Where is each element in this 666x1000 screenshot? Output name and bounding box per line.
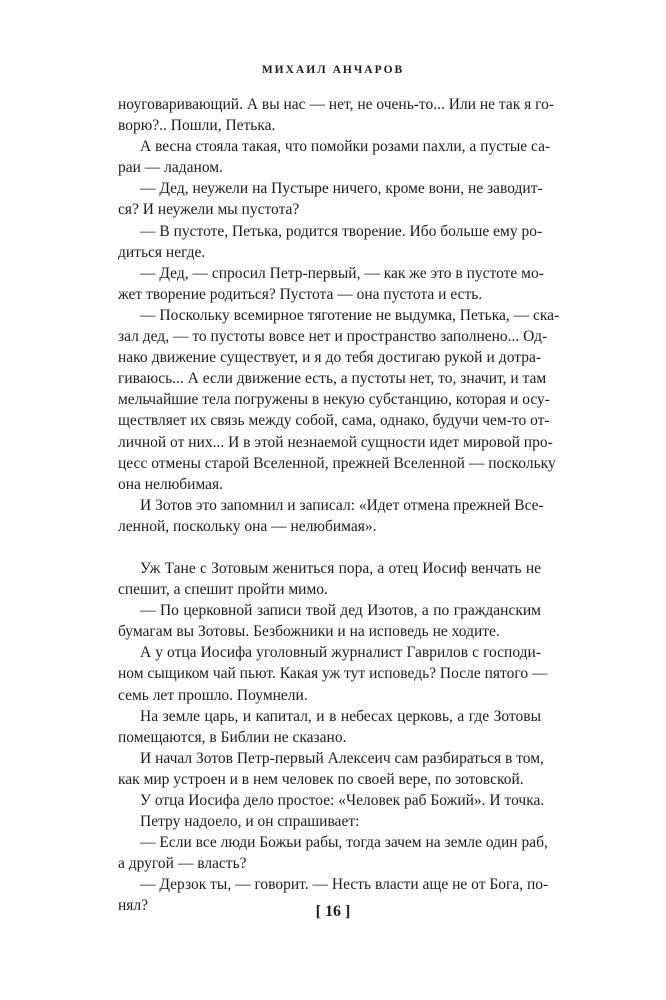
text-line: раи — ладаном. [118, 159, 223, 177]
text-line: ся? И неужели мы пустота? [118, 201, 300, 219]
text-line: — В пустоте, Петька, родится творение. Ибо больше ему ро- [140, 222, 543, 240]
text-line: — Дерзок ты, — говорит. — Несть власти аще не от Бога, по- [140, 876, 549, 894]
text-line: спешит, а спешит пройти мимо. [118, 581, 328, 599]
text-line: диться негде. [118, 243, 206, 261]
text-line: как мир устроен и в нем человек по своей вере, по зотовской. [118, 770, 524, 788]
text-line: На земле царь, и капитал, и в небесах церковь, а где Зотовы [140, 707, 541, 725]
text-line: ществляет их связь между собой, сама, однако, будучи чем-то от- [118, 412, 550, 430]
text-line: Уж Тане с Зотовым жениться пора, а отец Иосиф венчать не [140, 559, 541, 577]
text-line: личной от них... И в этой незнаемой сущности идет мировой про- [118, 433, 553, 451]
text-line: ном сыщиком чай пьют. Какая уж тут исповедь? После пятого — [118, 665, 548, 683]
text-line: — Дед, неужели на Пустыре ничего, кроме вони, не заводит- [140, 180, 543, 198]
text-line: — Дед, — спросил Петр-первый, — как же это в пустоте мо- [140, 264, 544, 282]
running-head: МИХАИЛ АНЧАРОВ [261, 64, 405, 76]
text-line: помещаются, в Библии не сказано. [118, 728, 347, 746]
text-line: цесс отмены старой Вселенной, прежней Вселенной — поскольку [118, 454, 556, 472]
text-line: семь лет прошло. Поумнели. [118, 686, 308, 704]
text-line: — Поскольку всемирное тяготение не выдумка, Петька, — ска- [140, 306, 560, 324]
text-line: зал дед, — то пустоты вовсе нет и пространство заполнено... Од- [118, 328, 548, 346]
text-line: она нелюбимая. [118, 475, 224, 493]
text-line: — Если все люди Божьи рабы, тогда зачем на земле один раб, [140, 834, 548, 852]
text-line: ворю?.. Пошли, Петька. [118, 117, 276, 135]
text-line: жет творение родиться? Пустота — она пустота и есть. [118, 285, 483, 303]
page-number: [ 16 ] [315, 903, 351, 920]
section-break [118, 537, 541, 558]
text-line: гиваюсь... А если движение есть, а пустоты нет, то, значит, и там [118, 370, 547, 388]
text-line: А у отца Иосифа уголовный журналист Гаврилов с господи- [140, 644, 541, 662]
text-line: а другой — власть? [118, 855, 247, 873]
text-line: нако движение существует, и я до тебя достигаю рукой и дотра- [118, 349, 541, 367]
text-line: И начал Зотов Петр-первый Алексеич сам разбираться в том, [140, 749, 544, 767]
text-line: бумагам вы Зотовы. Безбожники и на исповедь не ходите. [118, 623, 500, 641]
text-line: А весна стояла такая, что помойки розами пахли, а пустые са- [140, 138, 551, 156]
text-line: У отца Иосифа дело простое: «Человек раб Божий». И точка. [140, 792, 545, 809]
text-line: И Зотов это запомнил и записал: «Идет отмена прежней Все- [140, 496, 544, 514]
text-line: — По церковной записи твой дед Изотов, а по гражданским [140, 602, 541, 620]
body-text [118, 94, 560, 917]
text-line: нял? [118, 897, 149, 915]
text-line: мельчайшие тела погружены в некую субстанцию, которая и осу- [118, 391, 550, 409]
text-line: ленной, поскольку она — нелюбимая». [118, 517, 377, 535]
text-line: Петру надоело, и он спрашивает: [140, 813, 360, 831]
text-line: ноуговаривающий. А вы нас — нет, не очень-то... Или не так я го- [118, 96, 555, 113]
